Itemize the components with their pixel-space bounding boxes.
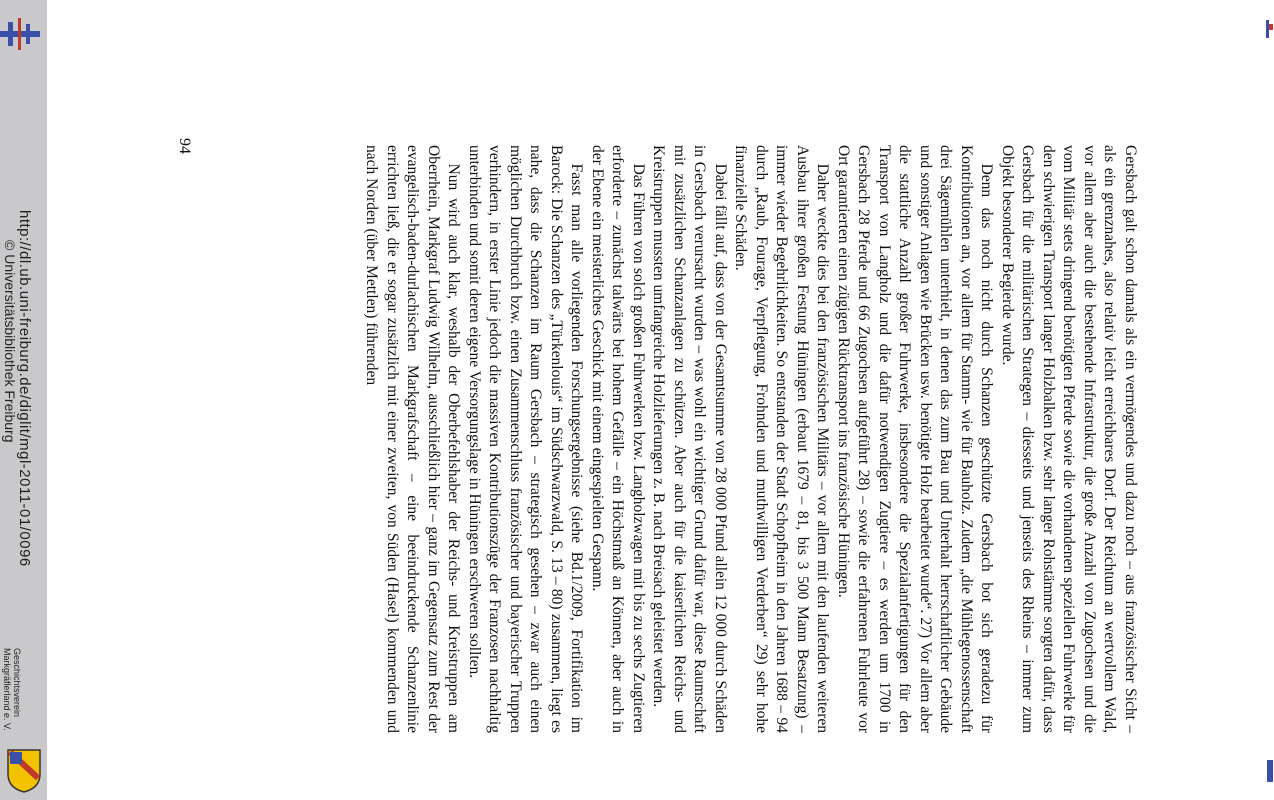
paragraph-6: Fasst man alle vorliegenden Forschungsergebnisse (siehe Bd.1/2009, Fortifikation im Barock: Die Schanzen des „Türkenlouis“ im Südschwarzwald, S. 13 – 80) zusammen, liegt es nahe, dass die Schanzen im Raum Gersbach – strategisch gesehen – zwar auch einen möglichen Durchbruch bzw. einen Zusammenschluss französischer und bayerischer Truppen verhindern, in erster Linie jedoch die massiven Kontributionszüge der Franzosen nachhaltig unterbinden und somit deren eigene Versorgungslage in Hüningen erschweren sollten.	[466, 145, 586, 733]
paragraph-1: Gersbach galt schon damals als ein vermögendes und dazu noch – aus französischer Sicht – als ein grenznahes, also relativ leicht erreichbares Dorf. Der Reichtum an wertvollem Wald, vor allem aber auch die bestehende Infrastruktur, die große Anzahl von Zugochsen und die vom Militär stets dringend benötigten Pferde sowie die vorhandenen speziellen Fuhrwerke für den schwierigen Transport langer Holzbalken bzw. sehr langer Rohstämme sorgten dafür, dass Gersbach für die militärischen Strategen – diesseits und jenseits des Rheins – immer zum Objekt besonderer Begierde wurde.	[999, 145, 1139, 733]
paragraph-3: Daher weckte dies bei den französischen Militärs – vor allem mit den laufenden weiteren Ausbau ihrer großen Festung Hüningen (erbaut 1679 – 81, bis 3 500 Mann Besatzung) – immer wieder Begehrlichkeiten. So entstanden der Stadt Schopfheim in den Jahren 1688 – 94 durch „Raub, Fourage, Verpflegung, Frohnden und muthwilligen Verderben“ 29) sehr hohe finanzielle Schäden.	[732, 145, 832, 733]
page-body-text	[361, 145, 1140, 733]
right-edge-deco	[1264, 0, 1274, 800]
page-number: 94	[176, 138, 193, 154]
footer-url[interactable]: http://dl.ub.uni-freiburg.de/diglit/mgl-2011-01/0096	[16, 210, 33, 567]
cross-deco-icon	[0, 14, 40, 54]
org-name-line1: Geschichtsverein	[12, 648, 22, 718]
paragraph-5: Das Führen von solch großen Fuhrwerken bzw. Langholzwagen mit bis zu sechs Zugtieren erforderte – zunächst talwärts bei hohem Gefälle – ein Höchstmaß an Können, aber auch in der Ebene ein meisterliches Geschick mit einem eingespielten Gespann.	[589, 145, 647, 733]
paragraph-7: Nun wird auch klar, weshalb der Oberbefehlshaber der Reichs- und Kreistruppen am Oberrhein, Markgraf Ludwig Wilhelm, ausschließlich hier – ganz im Gegensatz zum Rest der evangelisch-baden-durlachischen Markgrafschaft – eine beeindruckende Schanzenlinie errichten ließ, die er sogar zusätzlich mit einer zweiten, von Süden (Hasel) kommenden und nach Norden (über Mettlen) führenden	[363, 145, 463, 733]
coat-of-arms-icon	[6, 748, 42, 794]
paragraph-4: Dabei fällt auf, dass von der Gesamtsumme von 28 000 Pfund allein 12 000 durch Schäden in Gersbach verursacht wurden – was wohl ein wichtiger Grund dafür war, diese Raumschaft mit zusätzlichen Schanzanlagen zu schützen. Aber auch für die kaiserlichen Reichs- und Kreistruppen mussten umfangreiche Holzlieferungen z. B. nach Breisach geleistet werden.	[650, 145, 729, 733]
org-name-line2: Markgräflerland e. V.	[2, 648, 12, 731]
footer-copyright: © Universitätsbibliothek Freiburg	[2, 240, 18, 443]
paragraph-2: Denn das noch nicht durch Schanzen geschützte Gersbach bot sich geradezu für Kontributionen an, vor allem für Stamm- wie für Bauholz. Zudem „die Mühlegenossenschaft drei Sägemühlen unterhielt, in denen das zum Bau und Unterhalt herrschaftlicher Gebäude und sonstiger Anlagen wie Brücken usw. benötigte Holz bearbeitet wurde“. 27) Vor allem aber die stattliche Anzahl großer Fuhrwerke, insbesondere die Spezialanfertigungen für den Transport von Langholz und die dafür notwendigen Zugtiere – es werden um 1700 in Gersbach 28 Pferde und 66 Zugochsen aufgeführt 28) – sowie die erfahrenen Fuhrleute vor Ort garantierten einen zügigen Rücktransport ins französische Hüningen.	[835, 145, 996, 733]
